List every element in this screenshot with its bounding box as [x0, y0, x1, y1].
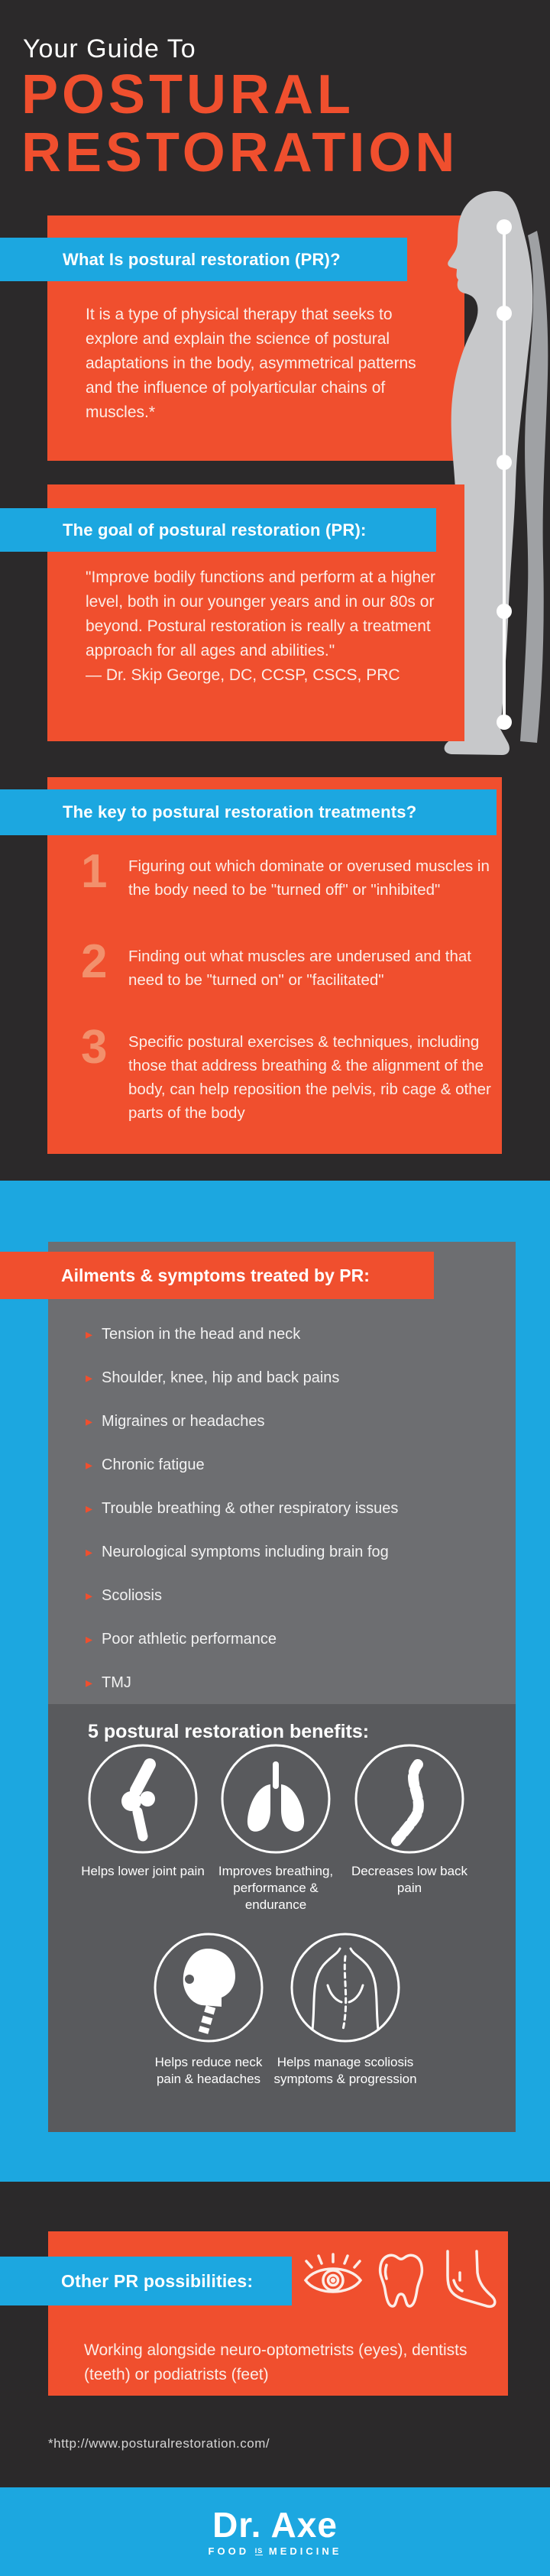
- benefit-circle-1: [87, 1743, 199, 1858]
- tagline-is: IS: [254, 2547, 264, 2555]
- eye-icon: [306, 2254, 361, 2292]
- arrow-bullet-icon: ▸: [86, 1675, 93, 1690]
- back-torso-icon: [290, 1932, 401, 2043]
- arrow-bullet-icon: ▸: [86, 1501, 93, 1516]
- what-section-body: It is a type of physical therapy that seeks to explore and explain the science of postural adaptations in the body, asymmetrical patterns and the influence of polyarticular chains of muscles.*: [86, 306, 416, 421]
- arrow-bullet-icon: ▸: [86, 1544, 93, 1560]
- other-banner-label: Other PR possibilities:: [61, 2270, 254, 2291]
- ailment-item: [86, 1586, 502, 1606]
- benefit-label-3: Decreases low back pain: [351, 1864, 468, 1895]
- knee-joint-icon: [87, 1743, 199, 1855]
- brand-logo: Dr. Axe: [212, 2505, 338, 2545]
- benefit-label-2: Improves breathing, performance & endurance: [218, 1864, 334, 1912]
- ailment-item: [86, 1455, 502, 1475]
- key-section-banner: [0, 789, 497, 835]
- benefit-circle-4: [153, 1932, 264, 2047]
- foot-icon: [448, 2251, 495, 2306]
- arrow-bullet-icon: ▸: [86, 1370, 93, 1385]
- benefit-circle-5: [290, 1932, 401, 2047]
- tagline-medicine: MEDICINE: [268, 2545, 342, 2557]
- skull-neck-icon: [153, 1932, 264, 2043]
- ailment-label: Tension in the head and neck: [102, 1326, 301, 1343]
- ailment-item: [86, 1629, 502, 1649]
- ailment-item: [86, 1542, 502, 1562]
- goal-quote-attribution: — Dr. Skip George, DC, CCSP, CSCS, PRC: [86, 666, 400, 684]
- brand-tagline: [0, 2545, 550, 2557]
- lungs-icon: [220, 1743, 332, 1855]
- other-section-body: Working alongside neuro-optometrists (eyes), dentists (teeth) or podiatrists (feet): [84, 2341, 467, 2383]
- step-number-3: 3: [81, 1021, 108, 1074]
- arrow-bullet-icon: ▸: [86, 1414, 93, 1429]
- header-eyebrow: Your Guide To: [23, 34, 196, 63]
- arrow-bullet-icon: ▸: [86, 1457, 93, 1473]
- key-banner-label: The key to postural restoration treatments?: [63, 802, 417, 821]
- benefit-label-1: Helps lower joint pain: [81, 1864, 205, 1878]
- footer-bar: [0, 2487, 550, 2576]
- ailments-banner-label: Ailments & symptoms treated by PR:: [61, 1265, 370, 1285]
- benefits-heading: 5 postural restoration benefits:: [88, 1721, 370, 1742]
- ailment-label: Chronic fatigue: [102, 1456, 205, 1473]
- what-section-banner: [0, 238, 407, 281]
- ailment-label: Trouble breathing & other respiratory issues: [102, 1500, 399, 1517]
- ailment-item: [86, 1499, 502, 1518]
- step-text-2: Finding out what muscles are underused and that need to be "turned on" or "facilitated": [128, 948, 471, 989]
- what-banner-label: What Is postural restoration (PR)?: [63, 249, 341, 269]
- benefit-circle-2: [220, 1743, 332, 1858]
- tagline-food: FOOD: [208, 2545, 250, 2557]
- ailment-item: [86, 1324, 502, 1344]
- goal-section-banner: [0, 508, 436, 552]
- ailment-label: Scoliosis: [102, 1587, 162, 1604]
- ailments-banner: [0, 1252, 434, 1299]
- arrow-bullet-icon: ▸: [86, 1588, 93, 1603]
- step-text-1: Figuring out which dominate or overused muscles in the body need to be "turned off" or "inhibited": [128, 857, 490, 899]
- goal-quote-text: "Improve bodily functions and perform at a higher level, both in our younger years and in our 80s or beyond. Postural restoration is really a treatment approach for all ages and abilities.": [86, 569, 436, 659]
- page-title-line1: POSTURAL: [21, 64, 354, 125]
- benefit-circle-3: [354, 1743, 465, 1858]
- ailment-label: Migraines or headaches: [102, 1413, 265, 1430]
- arrow-bullet-icon: ▸: [86, 1631, 93, 1647]
- source-footnote: *http://www.posturalrestoration.com/: [48, 2436, 270, 2451]
- tooth-icon: [380, 2255, 422, 2306]
- goal-section-quote: [86, 565, 454, 688]
- arrow-bullet-icon: ▸: [86, 1327, 93, 1342]
- benefit-label-4: Helps reduce neck pain & headaches: [154, 2055, 263, 2086]
- spine-icon: [354, 1743, 465, 1855]
- step-number-1: 1: [81, 845, 108, 898]
- other-section-banner: [0, 2257, 292, 2305]
- ailment-item: [86, 1411, 502, 1431]
- ailment-item: [86, 1673, 502, 1693]
- goal-banner-label: The goal of postural restoration (PR):: [63, 520, 367, 540]
- other-icons-row: [298, 2245, 504, 2316]
- ailment-item: [86, 1368, 502, 1388]
- ailment-label: TMJ: [102, 1674, 131, 1691]
- ailment-label: Shoulder, knee, hip and back pains: [102, 1369, 340, 1386]
- benefit-label-5: Helps manage scoliosis symptoms & progression: [273, 2055, 417, 2086]
- page-title-line2: RESTORATION: [21, 122, 459, 183]
- step-number-2: 2: [81, 935, 108, 988]
- step-text-3: Specific postural exercises & techniques, including those that address breathing & the alignment of the body, can help reposition the pelvis, rib cage & other parts of the body: [128, 1033, 491, 1122]
- ailment-label: Neurological symptoms including brain fog: [102, 1544, 389, 1560]
- ailment-label: Poor athletic performance: [102, 1631, 277, 1648]
